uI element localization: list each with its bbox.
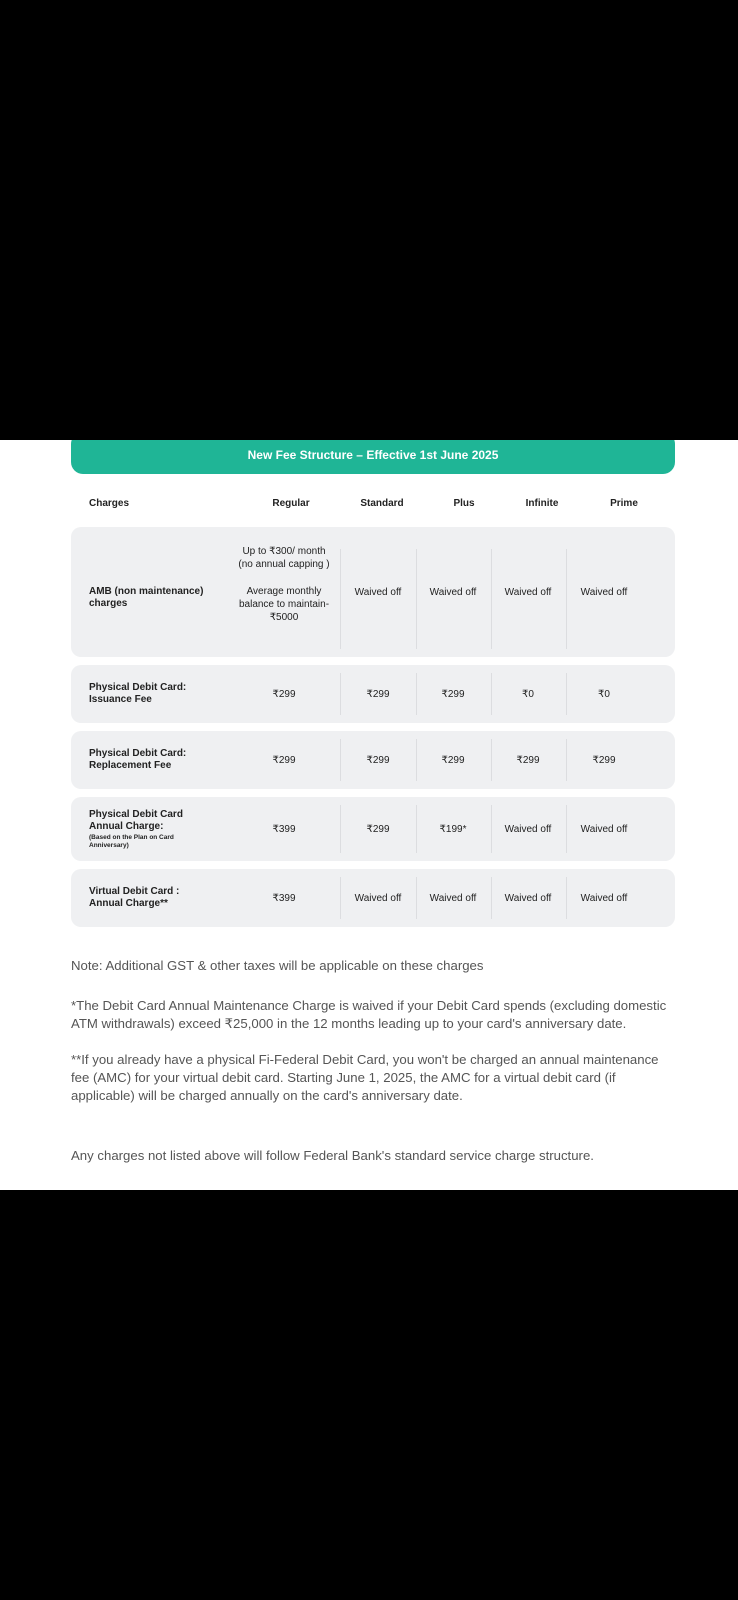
cell-amb-prime: Waived off: [580, 586, 628, 598]
note-double-star: **If you already have a physical Fi-Federal Debit Card, you won't be charged an annual maintenance fee (AMC) for your virtual debit card. Starting June 1, 2025, the AMC for a virtual debit card (if applicable) will be charged annually on the card's anniversary date.: [71, 1052, 659, 1103]
amb-regular-line1: Up to ₹300/ month (no annual capping ): [238, 546, 330, 570]
cell-replacement-standard: ₹299: [366, 754, 390, 766]
header-regular: Regular: [272, 498, 310, 509]
cell-replacement-prime: ₹299: [592, 754, 616, 766]
table-row-issuance: [71, 665, 675, 723]
header-standard: Standard: [360, 498, 404, 509]
table-row-annual: [71, 797, 675, 861]
header-plus: Plus: [453, 498, 475, 509]
cell-amb-regular: [236, 545, 332, 624]
cell-annual-infinite: Waived off: [504, 823, 552, 835]
cell-amb-plus: Waived off: [429, 586, 477, 598]
header-charges: Charges: [89, 498, 130, 509]
annual-label-main: Physical Debit Card Annual Charge:: [89, 809, 183, 832]
note-gst: Note: Additional GST & other taxes will be applicable on these charges: [71, 958, 484, 973]
top-black-area: [0, 0, 738, 440]
cell-replacement-plus: ₹299: [441, 754, 465, 766]
table-row-virtual: [71, 869, 675, 927]
row-label-replacement: Physical Debit Card: Replacement Fee: [89, 748, 187, 771]
header-infinite: Infinite: [525, 498, 559, 509]
cell-amb-standard: Waived off: [354, 586, 402, 598]
cell-issuance-regular: ₹299: [272, 688, 296, 700]
note-other-charges: Any charges not listed above will follow Federal Bank's standard service charge structure.: [71, 1148, 594, 1163]
cell-virtual-infinite: Waived off: [504, 892, 552, 904]
cell-virtual-prime: Waived off: [580, 892, 628, 904]
table-row-replacement: [71, 731, 675, 789]
row-label-amb: AMB (non maintenance) charges: [89, 586, 204, 609]
cell-replacement-infinite: ₹299: [516, 754, 540, 766]
cell-issuance-prime: ₹0: [598, 688, 610, 700]
cell-virtual-standard: Waived off: [354, 892, 402, 904]
cell-amb-infinite: Waived off: [504, 586, 552, 598]
header-prime: Prime: [610, 498, 638, 509]
bottom-black-area: [0, 1190, 738, 1600]
row-label-annual: [89, 809, 207, 850]
cell-annual-standard: ₹299: [366, 823, 390, 835]
cell-issuance-plus: ₹299: [441, 688, 465, 700]
fee-structure-banner: New Fee Structure – Effective 1st June 2025: [71, 440, 675, 474]
cell-virtual-regular: ₹399: [272, 892, 296, 904]
annual-label-sub: (Based on the Plan on Card Anniversary): [89, 834, 174, 849]
note-star: *The Debit Card Annual Maintenance Charge is waived if your Debit Card spends (excluding domestic ATM withdrawals) exceed ₹25,000 in the 12 months leading up to your card's anniversary date.: [71, 998, 667, 1031]
cell-annual-prime: Waived off: [580, 823, 628, 835]
cell-replacement-regular: ₹299: [272, 754, 296, 766]
fee-document: [0, 440, 738, 1190]
cell-annual-regular: ₹399: [272, 823, 296, 835]
amb-regular-line2: Average monthly balance to maintain- ₹5000: [238, 586, 330, 623]
row-label-virtual: Virtual Debit Card : Annual Charge**: [89, 886, 180, 909]
row-label-issuance: Physical Debit Card: Issuance Fee: [89, 682, 187, 705]
cell-issuance-infinite: ₹0: [522, 688, 534, 700]
cell-virtual-plus: Waived off: [429, 892, 477, 904]
cell-annual-plus: ₹199*: [439, 823, 467, 835]
table-row-amb: [71, 527, 675, 657]
cell-issuance-standard: ₹299: [366, 688, 390, 700]
